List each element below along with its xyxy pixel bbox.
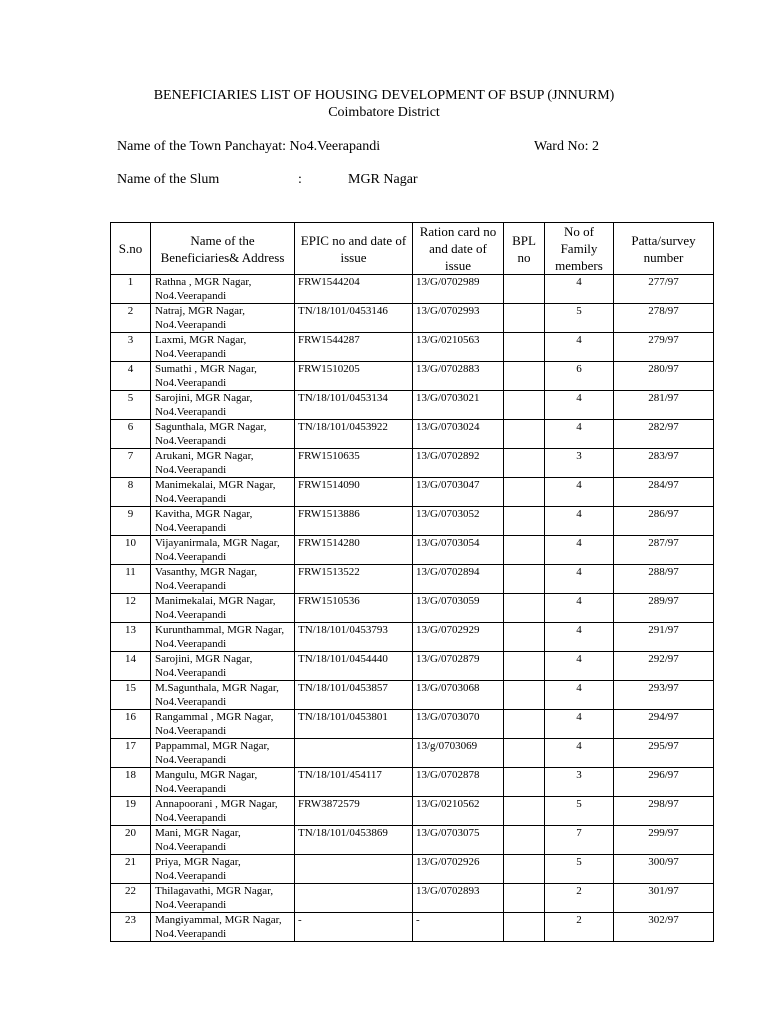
bpl-number-cell: [504, 768, 545, 797]
family-members-cell: 4: [545, 739, 614, 768]
table-row: [111, 739, 714, 768]
column-header: Patta/survey number: [614, 223, 714, 275]
family-members-cell: 3: [545, 449, 614, 478]
family-members-cell: 4: [545, 565, 614, 594]
family-members-cell: 4: [545, 333, 614, 362]
ration-card-cell: 13/G/0703070: [413, 710, 504, 739]
epic-number-cell: TN/18/101/0453134: [295, 391, 413, 420]
bpl-number-cell: [504, 507, 545, 536]
family-members-cell: 2: [545, 913, 614, 942]
serial-number-cell: 3: [111, 333, 151, 362]
family-members-cell: 4: [545, 507, 614, 536]
beneficiary-name-cell: Annapoorani , MGR Nagar, No4.Veerapandi: [151, 797, 295, 826]
family-members-cell: 4: [545, 710, 614, 739]
district-subtitle: Coimbatore District: [328, 105, 440, 120]
table-body: [111, 275, 714, 942]
epic-number-cell: -: [295, 913, 413, 942]
table-row: [111, 478, 714, 507]
table-row: [111, 391, 714, 420]
column-header: BPL no: [504, 223, 545, 275]
patta-number-cell: 286/97: [614, 507, 714, 536]
patta-number-cell: 296/97: [614, 768, 714, 797]
epic-number-cell: FRW1513522: [295, 565, 413, 594]
ration-card-cell: 13/G/0702878: [413, 768, 504, 797]
column-header: No of Family members: [545, 223, 614, 275]
bpl-number-cell: [504, 884, 545, 913]
patta-number-cell: 295/97: [614, 739, 714, 768]
bpl-number-cell: [504, 420, 545, 449]
epic-number-cell: TN/18/101/0454440: [295, 652, 413, 681]
epic-number-cell: FRW3872579: [295, 797, 413, 826]
beneficiaries-table: [110, 222, 714, 942]
bpl-number-cell: [504, 710, 545, 739]
patta-number-cell: 289/97: [614, 594, 714, 623]
bpl-number-cell: [504, 478, 545, 507]
family-members-cell: 4: [545, 275, 614, 304]
bpl-number-cell: [504, 536, 545, 565]
bpl-number-cell: [504, 652, 545, 681]
ration-card-cell: 13/G/0703059: [413, 594, 504, 623]
slum-colon: :: [298, 172, 302, 187]
epic-number-cell: TN/18/101/0453857: [295, 681, 413, 710]
ration-card-cell: 13/G/0703021: [413, 391, 504, 420]
family-members-cell: 5: [545, 797, 614, 826]
family-members-cell: 2: [545, 884, 614, 913]
beneficiary-name-cell: Sarojini, MGR Nagar, No4.Veerapandi: [151, 652, 295, 681]
beneficiary-name-cell: Manimekalai, MGR Nagar, No4.Veerapandi: [151, 594, 295, 623]
family-members-cell: 5: [545, 855, 614, 884]
patta-number-cell: 277/97: [614, 275, 714, 304]
table-row: [111, 333, 714, 362]
ration-card-cell: 13/G/0702993: [413, 304, 504, 333]
patta-number-cell: 280/97: [614, 362, 714, 391]
table-row: [111, 594, 714, 623]
serial-number-cell: 10: [111, 536, 151, 565]
bpl-number-cell: [504, 826, 545, 855]
epic-number-cell: FRW1510635: [295, 449, 413, 478]
family-members-cell: 4: [545, 478, 614, 507]
serial-number-cell: 16: [111, 710, 151, 739]
bpl-number-cell: [504, 855, 545, 884]
ration-card-cell: 13/G/0703047: [413, 478, 504, 507]
table-row: [111, 623, 714, 652]
bpl-number-cell: [504, 913, 545, 942]
beneficiary-name-cell: M.Sagunthala, MGR Nagar, No4.Veerapandi: [151, 681, 295, 710]
beneficiary-name-cell: Vijayanirmala, MGR Nagar, No4.Veerapandi: [151, 536, 295, 565]
epic-number-cell: FRW1510205: [295, 362, 413, 391]
patta-number-cell: 278/97: [614, 304, 714, 333]
patta-number-cell: 282/97: [614, 420, 714, 449]
serial-number-cell: 15: [111, 681, 151, 710]
table-row: [111, 768, 714, 797]
epic-number-cell: FRW1544287: [295, 333, 413, 362]
bpl-number-cell: [504, 739, 545, 768]
bpl-number-cell: [504, 681, 545, 710]
epic-number-cell: TN/18/101/0453869: [295, 826, 413, 855]
beneficiary-name-cell: Sumathi , MGR Nagar, No4.Veerapandi: [151, 362, 295, 391]
epic-number-cell: FRW1544204: [295, 275, 413, 304]
serial-number-cell: 11: [111, 565, 151, 594]
ration-card-cell: 13/G/0702929: [413, 623, 504, 652]
slum-label: Name of the Slum: [117, 172, 220, 187]
epic-number-cell: FRW1513886: [295, 507, 413, 536]
patta-number-cell: 283/97: [614, 449, 714, 478]
column-header: S.no: [111, 223, 151, 275]
table-row: [111, 275, 714, 304]
serial-number-cell: 23: [111, 913, 151, 942]
beneficiary-name-cell: Laxmi, MGR Nagar, No4.Veerapandi: [151, 333, 295, 362]
serial-number-cell: 12: [111, 594, 151, 623]
ration-card-cell: 13/G/0210562: [413, 797, 504, 826]
bpl-number-cell: [504, 304, 545, 333]
beneficiary-name-cell: Sagunthala, MGR Nagar, No4.Veerapandi: [151, 420, 295, 449]
serial-number-cell: 4: [111, 362, 151, 391]
family-members-cell: 6: [545, 362, 614, 391]
bpl-number-cell: [504, 594, 545, 623]
table-row: [111, 884, 714, 913]
ration-card-cell: 13/g/0703069: [413, 739, 504, 768]
table-row: [111, 710, 714, 739]
epic-number-cell: [295, 739, 413, 768]
bpl-number-cell: [504, 797, 545, 826]
ration-card-cell: 13/G/0702894: [413, 565, 504, 594]
family-members-cell: 4: [545, 420, 614, 449]
ration-card-cell: 13/G/0703052: [413, 507, 504, 536]
table-row: [111, 362, 714, 391]
ration-card-cell: 13/G/0702989: [413, 275, 504, 304]
beneficiary-name-cell: Thilagavathi, MGR Nagar, No4.Veerapandi: [151, 884, 295, 913]
family-members-cell: 4: [545, 536, 614, 565]
bpl-number-cell: [504, 623, 545, 652]
patta-number-cell: 284/97: [614, 478, 714, 507]
epic-number-cell: FRW1514090: [295, 478, 413, 507]
ration-card-cell: 13/G/0703024: [413, 420, 504, 449]
epic-number-cell: FRW1514280: [295, 536, 413, 565]
slum-value: MGR Nagar: [348, 172, 418, 187]
serial-number-cell: 1: [111, 275, 151, 304]
table-row: [111, 420, 714, 449]
serial-number-cell: 5: [111, 391, 151, 420]
patta-number-cell: 293/97: [614, 681, 714, 710]
serial-number-cell: 19: [111, 797, 151, 826]
beneficiary-name-cell: Mangulu, MGR Nagar, No4.Veerapandi: [151, 768, 295, 797]
epic-number-cell: TN/18/101/454117: [295, 768, 413, 797]
beneficiary-name-cell: Rangammal , MGR Nagar, No4.Veerapandi: [151, 710, 295, 739]
bpl-number-cell: [504, 275, 545, 304]
family-members-cell: 3: [545, 768, 614, 797]
beneficiary-name-cell: Natraj, MGR Nagar, No4.Veerapandi: [151, 304, 295, 333]
table-row: [111, 855, 714, 884]
beneficiary-name-cell: Manimekalai, MGR Nagar, No4.Veerapandi: [151, 478, 295, 507]
beneficiary-name-cell: Kurunthammal, MGR Nagar, No4.Veerapandi: [151, 623, 295, 652]
serial-number-cell: 7: [111, 449, 151, 478]
serial-number-cell: 20: [111, 826, 151, 855]
column-header: EPIC no and date of issue: [295, 223, 413, 275]
family-members-cell: 7: [545, 826, 614, 855]
patta-number-cell: 291/97: [614, 623, 714, 652]
patta-number-cell: 300/97: [614, 855, 714, 884]
family-members-cell: 4: [545, 652, 614, 681]
ration-card-cell: 13/G/0702879: [413, 652, 504, 681]
beneficiary-name-cell: Sarojini, MGR Nagar, No4.Veerapandi: [151, 391, 295, 420]
bpl-number-cell: [504, 449, 545, 478]
column-header: Ration card no and date of issue: [413, 223, 504, 275]
table-row: [111, 565, 714, 594]
epic-number-cell: FRW1510536: [295, 594, 413, 623]
table-row: [111, 304, 714, 333]
patta-number-cell: 299/97: [614, 826, 714, 855]
ration-card-cell: 13/G/0703054: [413, 536, 504, 565]
beneficiary-name-cell: Vasanthy, MGR Nagar, No4.Veerapandi: [151, 565, 295, 594]
ration-card-cell: 13/G/0210563: [413, 333, 504, 362]
table-row: [111, 681, 714, 710]
epic-number-cell: [295, 884, 413, 913]
ration-card-cell: 13/G/0702926: [413, 855, 504, 884]
document-title: BENEFICIARIES LIST OF HOUSING DEVELOPMENT OF BSUP (JNNURM): [153, 88, 615, 103]
table-row: [111, 797, 714, 826]
epic-number-cell: TN/18/101/0453922: [295, 420, 413, 449]
beneficiary-name-cell: Arukani, MGR Nagar, No4.Veerapandi: [151, 449, 295, 478]
table-header-row: [111, 223, 714, 275]
family-members-cell: 4: [545, 391, 614, 420]
bpl-number-cell: [504, 391, 545, 420]
patta-number-cell: 294/97: [614, 710, 714, 739]
patta-number-cell: 281/97: [614, 391, 714, 420]
beneficiary-name-cell: Kavitha, MGR Nagar, No4.Veerapandi: [151, 507, 295, 536]
beneficiary-name-cell: Mangiyammal, MGR Nagar, No4.Veerapandi: [151, 913, 295, 942]
town-panchayat-label: Name of the Town Panchayat: No4.Veerapandi: [117, 139, 381, 154]
ration-card-cell: 13/G/0703068: [413, 681, 504, 710]
epic-number-cell: TN/18/101/0453801: [295, 710, 413, 739]
family-members-cell: 4: [545, 594, 614, 623]
ration-card-cell: 13/G/0702883: [413, 362, 504, 391]
beneficiary-name-cell: Priya, MGR Nagar, No4.Veerapandi: [151, 855, 295, 884]
bpl-number-cell: [504, 362, 545, 391]
patta-number-cell: 301/97: [614, 884, 714, 913]
table-row: [111, 536, 714, 565]
patta-number-cell: 288/97: [614, 565, 714, 594]
epic-number-cell: [295, 855, 413, 884]
patta-number-cell: 287/97: [614, 536, 714, 565]
column-header: Name of the Beneficiaries& Address: [151, 223, 295, 275]
epic-number-cell: TN/18/101/0453793: [295, 623, 413, 652]
table-row: [111, 826, 714, 855]
serial-number-cell: 22: [111, 884, 151, 913]
epic-number-cell: TN/18/101/0453146: [295, 304, 413, 333]
table-row: [111, 507, 714, 536]
patta-number-cell: 292/97: [614, 652, 714, 681]
bpl-number-cell: [504, 565, 545, 594]
serial-number-cell: 14: [111, 652, 151, 681]
family-members-cell: 4: [545, 681, 614, 710]
patta-number-cell: 298/97: [614, 797, 714, 826]
serial-number-cell: 6: [111, 420, 151, 449]
ration-card-cell: 13/G/0703075: [413, 826, 504, 855]
table-row: [111, 913, 714, 942]
family-members-cell: 5: [545, 304, 614, 333]
serial-number-cell: 21: [111, 855, 151, 884]
serial-number-cell: 17: [111, 739, 151, 768]
table-row: [111, 652, 714, 681]
beneficiary-name-cell: Rathna , MGR Nagar, No4.Veerapandi: [151, 275, 295, 304]
family-members-cell: 4: [545, 623, 614, 652]
patta-number-cell: 279/97: [614, 333, 714, 362]
serial-number-cell: 2: [111, 304, 151, 333]
ward-number-label: Ward No: 2: [534, 139, 599, 154]
serial-number-cell: 18: [111, 768, 151, 797]
beneficiary-name-cell: Pappammal, MGR Nagar, No4.Veerapandi: [151, 739, 295, 768]
beneficiary-name-cell: Mani, MGR Nagar, No4.Veerapandi: [151, 826, 295, 855]
patta-number-cell: 302/97: [614, 913, 714, 942]
ration-card-cell: -: [413, 913, 504, 942]
table-row: [111, 449, 714, 478]
bpl-number-cell: [504, 333, 545, 362]
ration-card-cell: 13/G/0702892: [413, 449, 504, 478]
ration-card-cell: 13/G/0702893: [413, 884, 504, 913]
serial-number-cell: 8: [111, 478, 151, 507]
serial-number-cell: 13: [111, 623, 151, 652]
serial-number-cell: 9: [111, 507, 151, 536]
